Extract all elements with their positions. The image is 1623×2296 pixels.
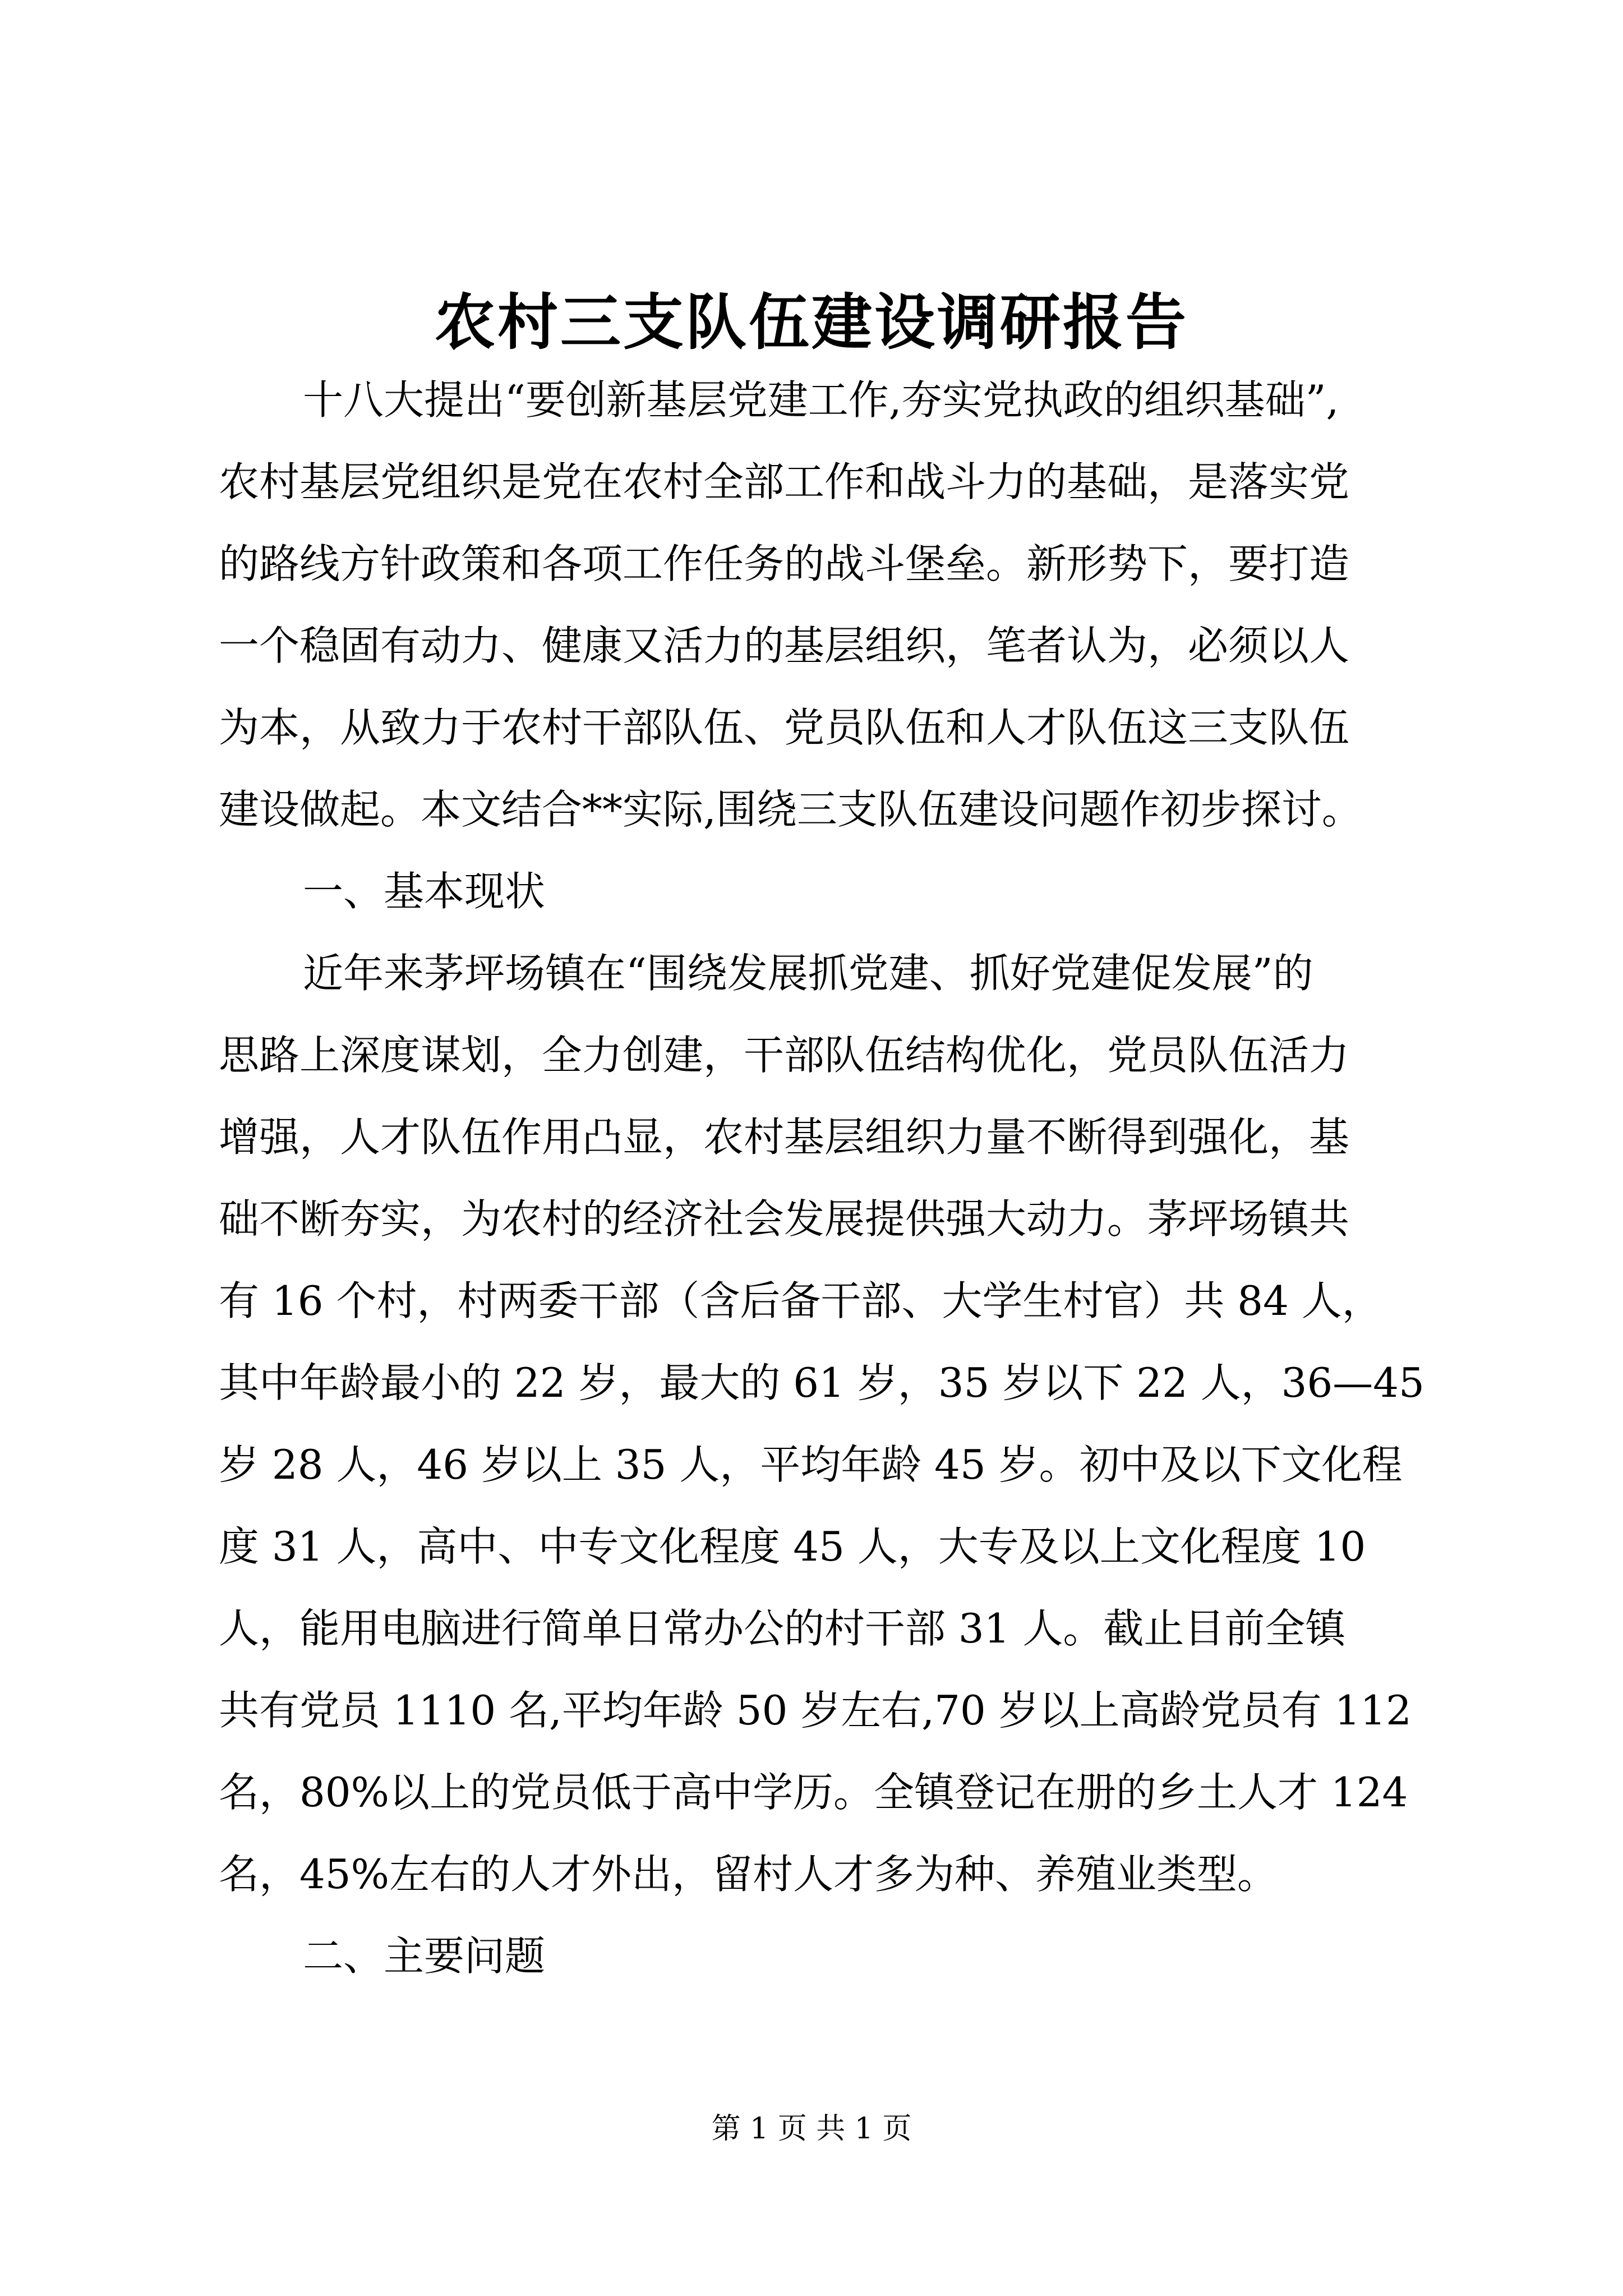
page-footer: 第 1 页 共 1 页 xyxy=(711,2112,912,2146)
paragraph-line: 一个稳固有动力、健康又活力的基层组织，笔者认为，必须以人 xyxy=(219,622,1350,669)
paragraph-line: 人，能用电脑进行简单日常办公的村干部 31 人。截止目前全镇 xyxy=(219,1605,1346,1652)
paragraph-line: 近年来茅坪场镇在“围绕发展抓党建、抓好党建促发展”的 xyxy=(303,950,1313,997)
paragraph-line: 名，45%左右的人才外出，留村人才多为种、养殖业类型。 xyxy=(219,1851,1278,1898)
paragraph-line: 农村基层党组织是党在农村全部工作和战斗力的基础，是落实党 xyxy=(219,458,1350,505)
paragraph-line: 的路线方针政策和各项工作任务的战斗堡垒。新形势下，要打造 xyxy=(219,540,1350,587)
paragraph-line: 建设做起。本文结合**实际,围绕三支队伍建设问题作初步探讨。 xyxy=(219,786,1362,833)
paragraph-line: 名，80%以上的党员低于高中学历。全镇登记在册的乡土人才 124 xyxy=(219,1769,1408,1816)
paragraph-line: 岁 28 人，46 岁以上 35 人，平均年龄 45 岁。初中及以下文化程 xyxy=(219,1441,1403,1488)
paragraph-line: 础不断夯实，为农村的经济社会发展提供强大动力。茅坪场镇共 xyxy=(219,1195,1350,1243)
paragraph-line: 度 31 人，高中、中专文化程度 45 人，大专及以上文化程度 10 xyxy=(219,1523,1366,1570)
document-title: 农村三支队伍建设调研报告 xyxy=(434,287,1188,358)
document-body xyxy=(219,359,1424,1997)
paragraph-line: 为本，从致力于农村干部队伍、党员队伍和人才队伍这三支队伍 xyxy=(219,704,1350,751)
section-heading: 二、主要问题 xyxy=(303,1932,546,1980)
paragraph-line: 思路上深度谋划，全力创建，干部队伍结构优化，党员队伍活力 xyxy=(219,1032,1350,1079)
paragraph-line: 十八大提出“要创新基层党建工作,夯实党执政的组织基础”, xyxy=(303,376,1339,424)
paragraph-line: 其中年龄最小的 22 岁，最大的 61 岁，35 岁以下 22 人，36—45 xyxy=(219,1359,1424,1406)
section-heading: 一、基本现状 xyxy=(303,868,546,915)
paragraph-line: 有 16 个村，村两委干部（含后备干部、大学生村官）共 84 人， xyxy=(219,1277,1382,1324)
paragraph-line: 共有党员 1110 名,平均年龄 50 岁左右,70 岁以上高龄党员有 112 xyxy=(219,1687,1412,1734)
paragraph-line: 增强，人才队伍作用凸显，农村基层组织力量不断得到强化，基 xyxy=(219,1114,1350,1161)
